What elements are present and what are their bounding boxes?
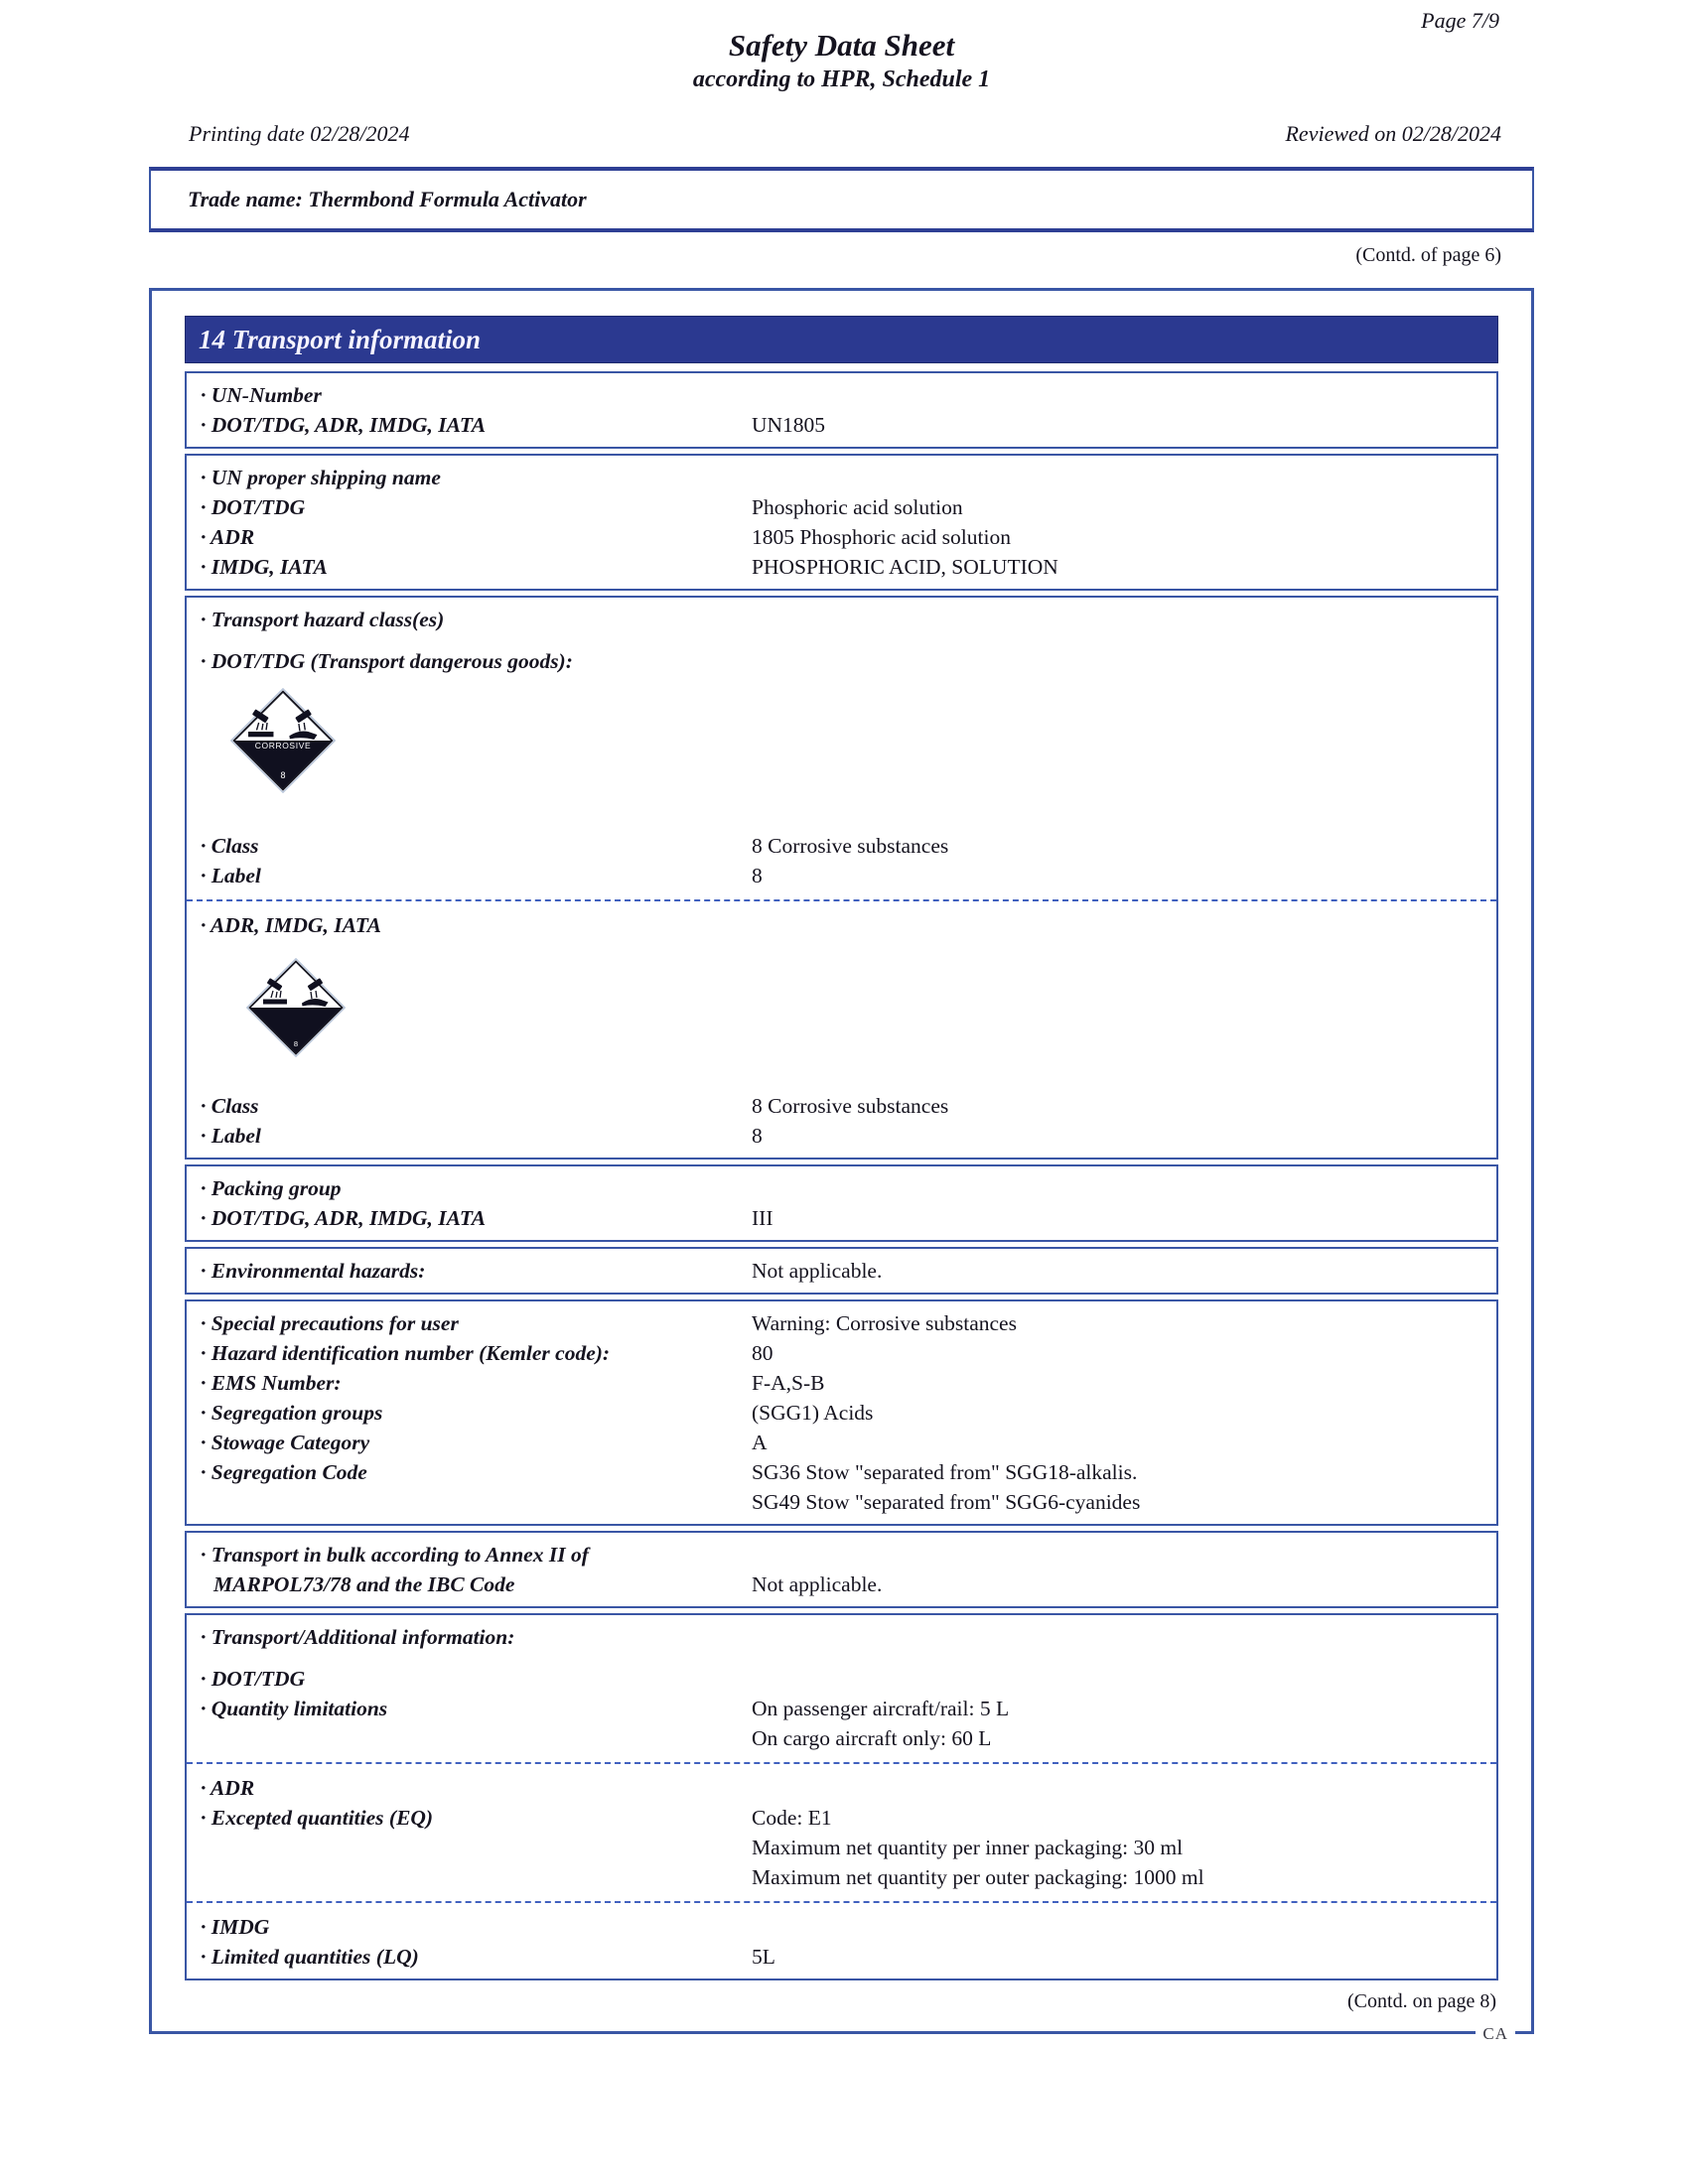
field-row — [201, 1203, 1482, 1233]
field-label — [201, 1694, 752, 1753]
trade-name-box — [149, 167, 1534, 232]
field-row — [201, 1398, 1482, 1428]
label-line: · Hazard identification number (Kemler code): — [201, 1341, 611, 1365]
field-row — [201, 1912, 1482, 1942]
label-line: · EMS Number: — [201, 1371, 342, 1395]
label-line: · Transport in bulk according to Annex II of — [201, 1543, 589, 1567]
label-line: · Environmental hazards: — [201, 1259, 426, 1283]
reviewed-on: Reviewed on 02/28/2024 — [1285, 121, 1501, 146]
field-label — [201, 380, 752, 410]
field-value — [752, 1398, 1482, 1428]
field-label — [201, 1773, 752, 1803]
corrosive-diamond-icon — [230, 688, 336, 793]
field-row — [201, 1256, 1482, 1286]
page-number: Page 7/9 — [1421, 8, 1499, 33]
field-label — [201, 1942, 752, 1972]
field-value — [752, 910, 1482, 940]
info-box — [185, 596, 1498, 1160]
field-value — [752, 492, 1482, 522]
field-value — [752, 522, 1482, 552]
label-line: · Class — [201, 834, 259, 858]
field-row — [201, 1173, 1482, 1203]
field-label — [201, 1540, 752, 1599]
field-label — [201, 831, 752, 861]
trade-name: Trade name: Thermbond Formula Activator — [188, 187, 587, 211]
field-label — [201, 861, 752, 890]
field-label — [201, 1428, 752, 1457]
value-line: III — [752, 1206, 774, 1230]
label-line: · DOT/TDG (Transport dangerous goods): — [201, 649, 573, 673]
info-box — [185, 454, 1498, 591]
field-row — [201, 1091, 1482, 1121]
field-row — [201, 1694, 1482, 1753]
field-label — [201, 463, 752, 492]
field-row — [201, 1773, 1482, 1803]
label-line: · DOT/TDG — [201, 495, 306, 519]
date-row — [189, 121, 1501, 147]
field-label — [201, 646, 752, 676]
field-value — [752, 1773, 1482, 1803]
class-number-text: 8 — [293, 1039, 299, 1048]
transport-information-panel — [149, 288, 1534, 2043]
document-subtitle: according to HPR, Schedule 1 — [692, 67, 991, 92]
value-line: Not applicable. — [752, 1572, 883, 1596]
field-value — [752, 380, 1482, 410]
row-spacer — [201, 634, 1482, 646]
field-label — [201, 1121, 752, 1151]
field-value — [752, 1570, 1482, 1599]
label-line: · Label — [201, 1124, 261, 1148]
value-line: Code: E1 — [752, 1806, 832, 1830]
value-line: 8 — [752, 1124, 763, 1148]
label-line: MARPOL73/78 and the IBC Code — [213, 1572, 515, 1596]
field-value — [752, 831, 1482, 861]
label-line: · DOT/TDG, ADR, IMDG, IATA — [201, 413, 487, 437]
label-line: · UN proper shipping name — [201, 466, 441, 489]
field-row — [201, 1664, 1482, 1694]
field-label — [201, 1203, 752, 1233]
field-label — [201, 1803, 752, 1892]
field-row — [201, 522, 1482, 552]
info-box — [185, 1531, 1498, 1608]
field-row — [201, 605, 1482, 634]
continued-on-note: (Contd. on page 8) — [1347, 1990, 1496, 2012]
value-line: 8 — [752, 864, 763, 887]
row-spacer — [201, 940, 1482, 952]
field-row — [201, 1942, 1482, 1972]
field-label — [201, 410, 752, 440]
field-row — [201, 1121, 1482, 1151]
field-value — [752, 1256, 1482, 1286]
info-box — [185, 1299, 1498, 1526]
label-line: · Label — [201, 864, 261, 887]
class-number-text: 8 — [280, 770, 286, 781]
label-line: · DOT/TDG — [201, 1667, 306, 1691]
field-label — [201, 1664, 752, 1694]
field-value — [752, 1203, 1482, 1233]
label-line: · ADR — [201, 1776, 255, 1800]
field-value — [752, 1912, 1482, 1942]
field-value — [752, 1173, 1482, 1203]
info-box — [185, 1164, 1498, 1242]
value-line: 80 — [752, 1341, 774, 1365]
hazard-icon-row — [230, 688, 1482, 793]
label-line: · DOT/TDG, ADR, IMDG, IATA — [201, 1206, 487, 1230]
value-line: 1805 Phosphoric acid solution — [752, 525, 1011, 549]
field-row — [201, 861, 1482, 890]
label-line: · Segregation Code — [201, 1460, 367, 1484]
field-label — [201, 1256, 752, 1286]
value-line: F-A,S-B — [752, 1371, 825, 1395]
field-value — [752, 605, 1482, 634]
label-line: · IMDG, IATA — [201, 555, 328, 579]
field-value — [752, 1457, 1482, 1517]
field-row — [201, 646, 1482, 676]
field-row — [201, 1428, 1482, 1457]
label-line: · Special precautions for user — [201, 1311, 459, 1335]
field-value — [752, 410, 1482, 440]
label-line: · Transport hazard class(es) — [201, 608, 445, 631]
field-value — [752, 1622, 1482, 1652]
field-label — [201, 522, 752, 552]
page-footer-mark: CA — [1476, 2024, 1515, 2044]
value-line: (SGG1) Acids — [752, 1401, 874, 1425]
label-line: · Limited quantities (LQ) — [201, 1945, 419, 1969]
document-header — [149, 28, 1534, 93]
label-line: · Quantity limitations — [201, 1697, 388, 1720]
label-line: · Packing group — [201, 1176, 342, 1200]
field-row — [201, 492, 1482, 522]
value-line: Not applicable. — [752, 1259, 883, 1283]
field-row — [201, 1457, 1482, 1517]
field-value — [752, 1694, 1482, 1753]
field-row — [201, 410, 1482, 440]
field-value — [752, 1368, 1482, 1398]
field-value — [752, 1942, 1482, 1972]
field-label — [201, 1368, 752, 1398]
field-value — [752, 1428, 1482, 1457]
info-box — [185, 1247, 1498, 1295]
value-line: On cargo aircraft only: 60 L — [752, 1726, 992, 1750]
value-line: 8 Corrosive substances — [752, 1094, 949, 1118]
field-row — [201, 1622, 1482, 1652]
field-value — [752, 646, 1482, 676]
value-line: Maximum net quantity per inner packaging: 30 ml — [752, 1836, 1184, 1859]
value-line: Maximum net quantity per outer packaging: 1000 ml — [752, 1865, 1204, 1889]
hazard-icon-row — [246, 958, 1482, 1057]
field-row — [201, 910, 1482, 940]
field-label — [201, 1173, 752, 1203]
field-row — [201, 1540, 1482, 1599]
section-boxes — [185, 371, 1498, 1980]
value-line: PHOSPHORIC ACID, SOLUTION — [752, 555, 1058, 579]
value-line: SG49 Stow "separated from" SGG6-cyanides — [752, 1490, 1141, 1514]
field-label — [201, 1622, 752, 1652]
row-spacer — [201, 1652, 1482, 1664]
field-row — [201, 1308, 1482, 1338]
field-label — [201, 1091, 752, 1121]
field-row — [201, 552, 1482, 582]
corrosive-diamond-icon — [246, 958, 346, 1057]
dashed-divider — [187, 899, 1496, 901]
value-line: Warning: Corrosive substances — [752, 1311, 1017, 1335]
label-line: · ADR — [201, 525, 255, 549]
field-label — [201, 1457, 752, 1517]
label-line: · Class — [201, 1094, 259, 1118]
field-label — [201, 910, 752, 940]
label-line: · IMDG — [201, 1915, 270, 1939]
field-label — [201, 492, 752, 522]
dashed-divider — [187, 1901, 1496, 1903]
corrosive-text: CORROSIVE — [254, 740, 312, 751]
field-value — [752, 552, 1482, 582]
value-line: UN1805 — [752, 413, 826, 437]
value-line: A — [752, 1431, 768, 1454]
field-label — [201, 1338, 752, 1368]
label-line: · UN-Number — [201, 383, 322, 407]
field-row — [201, 831, 1482, 861]
value-line: 5L — [752, 1945, 775, 1969]
dashed-divider — [187, 1762, 1496, 1764]
field-row — [201, 463, 1482, 492]
info-box — [185, 371, 1498, 449]
field-value — [752, 1338, 1482, 1368]
value-line: 8 Corrosive substances — [752, 834, 949, 858]
value-line: SG36 Stow "separated from" SGG18-alkalis. — [752, 1460, 1138, 1484]
field-value — [752, 463, 1482, 492]
label-line: · Transport/Additional information: — [201, 1625, 515, 1649]
label-line: · ADR, IMDG, IATA — [201, 913, 382, 937]
field-value — [752, 1664, 1482, 1694]
field-value — [752, 1803, 1482, 1892]
field-row — [201, 380, 1482, 410]
field-label — [201, 1912, 752, 1942]
info-box — [185, 1613, 1498, 1980]
field-label — [201, 552, 752, 582]
value-line: Phosphoric acid solution — [752, 495, 963, 519]
document-title: Safety Data Sheet — [728, 28, 955, 63]
field-label — [201, 605, 752, 634]
field-row — [201, 1368, 1482, 1398]
label-line: · Excepted quantities (EQ) — [201, 1806, 434, 1830]
field-value — [752, 861, 1482, 890]
field-row — [201, 1803, 1482, 1892]
field-row — [201, 1338, 1482, 1368]
field-value — [752, 1308, 1482, 1338]
field-value — [752, 1121, 1482, 1151]
section-14-header: 14 Transport information — [185, 316, 1498, 363]
label-line: · Segregation groups — [201, 1401, 383, 1425]
printing-date: Printing date 02/28/2024 — [189, 121, 410, 146]
label-line: · Stowage Category — [201, 1431, 370, 1454]
continued-of-note: (Contd. of page 6) — [1355, 244, 1501, 266]
field-value — [752, 1091, 1482, 1121]
field-label — [201, 1308, 752, 1338]
field-label — [201, 1398, 752, 1428]
value-line: On passenger aircraft/rail: 5 L — [752, 1697, 1010, 1720]
